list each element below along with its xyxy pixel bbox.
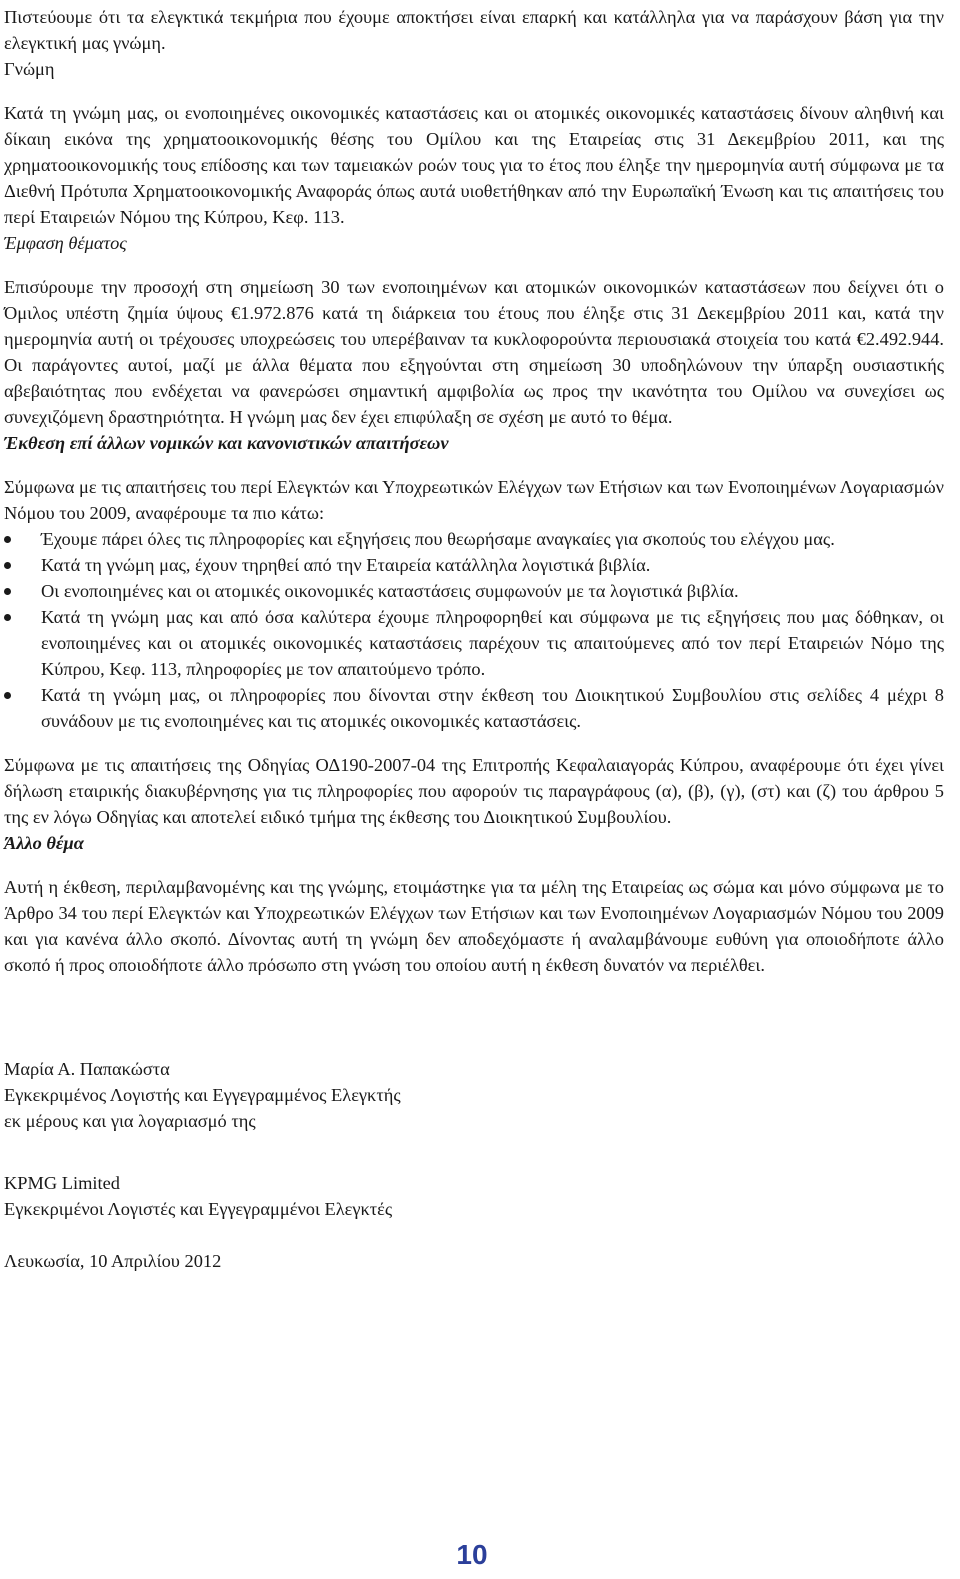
bullet-icon — [4, 614, 11, 621]
signatory-title: Εγκεκριμένος Λογιστής και Εγγεγραμμένος Ελεγκτής — [4, 1085, 401, 1105]
bullet-icon — [4, 562, 11, 569]
intro-paragraph: Πιστεύουμε ότι τα ελεγκτικά τεκμήρια που έχουμε αποκτήσει είναι επαρκή και κατάλληλα για να παράσχουν βάση για την ελεγκτική μας γνώμη. — [4, 7, 944, 53]
bullet-text: Οι ενοποιημένες και οι ατομικές οικονομικές καταστάσεις συμφωνούν με τα λογιστικά βιβλία. — [41, 581, 739, 601]
other-matter-heading: Άλλο θέμα — [4, 833, 84, 853]
bullet-icon — [4, 692, 11, 699]
firm-title: Εγκεκριμένοι Λογιστές και Εγγεγραμμένοι Ελεγκτές — [4, 1199, 393, 1219]
place-date: Λευκωσία, 10 Απριλίου 2012 — [4, 1251, 222, 1271]
bullet-text: Κατά τη γνώμη μας, έχουν τηρηθεί από την Εταιρεία κατάλληλα λογιστικά βιβλία. — [41, 555, 651, 575]
directive-paragraph: Σύμφωνα με τις απαιτήσεις της Οδηγίας ΟΔ190-2007-04 της Επιτροπής Κεφαλαιαγοράς Κύπρου, αναφέρουμε ότι έχει γίνει δήλωση εταιρικής διακυβέρνησης για τις πληροφορίες που αφορούν τις παραγράφους (α), (β), (γ), (στ) και (ζ) του άρθρου 5 της εν λόγω Οδηγίας και αποτελεί ειδικό τμήμα της έκθεσης του Διοικητικού Συμβουλίου. — [4, 755, 944, 827]
emphasis-heading: Έμφαση θέματος — [4, 233, 127, 253]
list-item — [4, 682, 944, 734]
firm-name: KPMG Limited — [4, 1173, 120, 1193]
bullet-icon — [4, 588, 11, 595]
list-item — [4, 526, 944, 552]
bullet-text: Κατά τη γνώμη μας, οι πληροφορίες που δίνονται στην έκθεση του Διοικητικού Συμβουλίου στις σελίδες 4 μέχρι 8 συνάδουν με τις ενοποιημένες και τις ατομικές οικονομικές καταστάσεις. — [41, 685, 944, 731]
legal-intro-paragraph: Σύμφωνα με τις απαιτήσεις του περί Ελεγκτών και Υποχρεωτικών Ελέγχων των Ετήσιων και των Ενοποιημένων Λογαριασμών Νόμου του 2009, αναφέρουμε τα πιο κάτω: — [4, 477, 944, 523]
other-matter-paragraph: Αυτή η έκθεση, περιλαμβανομένης και της γνώμης, ετοιμάστηκε για τα μέλη της Εταιρείας ως σώμα και μόνο σύμφωνα με το Άρθρο 34 του περί Ελεγκτών και Υποχρεωτικών Ελέγχων των Ετήσιων και των Ενοποιημένων Λογαριασμών Νόμου του 2009 και για κανένα άλλο σκοπό. Δίνοντας αυτή τη γνώμη δεν αποδεχόμαστε ή αναλαμβάνουμε ευθύνη για οποιοδήποτε άλλο σκοπό ή προς οποιοδήποτε άλλο πρόσωπο στη γνώση του οποίου αυτή η έκθεση δυνατόν να περιέλθει. — [4, 877, 944, 975]
opinion-heading: Γνώμη — [4, 59, 55, 79]
list-item — [4, 552, 944, 578]
legal-heading: Έκθεση επί άλλων νομικών και κανονιστικών απαιτήσεων — [4, 433, 449, 453]
bullet-icon — [4, 536, 11, 543]
bullet-text: Έχουμε πάρει όλες τις πληροφορίες και εξηγήσεις που θεωρήσαμε αναγκαίες για σκοπούς του ελέγχου μας. — [41, 529, 835, 549]
page-number: 10 — [456, 1539, 488, 1570]
signatory-on-behalf: εκ μέρους και για λογαριασμό της — [4, 1111, 256, 1131]
opinion-paragraph: Κατά τη γνώμη μας, οι ενοποιημένες οικονομικές καταστάσεις και οι ατομικές οικονομικές καταστάσεις δίνουν αληθινή και δίκαιη εικόνα της χρηματοοικονομικής θέσης του Ομίλου και της Εταιρείας στις 31 Δεκεμβρίου 2011, και της χρηματοοικονομικής τους επίδοσης και των ταμειακών ροών τους για το έτος που έληξε την ημερομηνία αυτή σύμφωνα με τα Διεθνή Πρότυπα Χρηματοοικονομικής Αναφοράς όπως αυτά υιοθετήθηκαν από την Ευρωπαϊκή Ένωση και τις απαιτήσεις του περί Εταιρειών Νόμου της Κύπρου, Κεφ. 113. — [4, 103, 944, 227]
list-item — [4, 604, 944, 682]
list-item — [4, 578, 944, 604]
document-page — [4, 4, 944, 1274]
signatory-name: Μαρία Α. Παπακώστα — [4, 1059, 170, 1079]
bullet-text: Κατά τη γνώμη μας και από όσα καλύτερα έχουμε πληροφορηθεί και σύμφωνα με τις εξηγήσεις που μας δόθηκαν, οι ενοποιημένες και οι ατομικές οικονομικές καταστάσεις παρέχουν τις απαιτούμενες από τον περί Εταιρειών Νόμο της Κύπρου, Κεφ. 113, πληροφορίες με τον απαιτούμενο τρόπο. — [41, 607, 944, 679]
legal-bullet-list — [4, 526, 944, 734]
signature-block — [4, 1056, 944, 1274]
emphasis-paragraph: Επισύρουμε την προσοχή στη σημείωση 30 των ενοποιημένων και ατομικών οικονομικών καταστάσεων που δείχνει ότι ο Όμιλος υπέστη ζημία ύψους €1.972.876 κατά τη διάρκεια του έτους που έληξε στις 31 Δεκεμβρίου 2011 και, κατά την ημερομηνία αυτή οι τρέχουσες υποχρεώσεις του υπερέβαιναν τα κυκλοφορούντα περιουσιακά στοιχεία του κατά €2.492.944. Οι παράγοντες αυτοί, μαζί με άλλα θέματα που εξηγούνται στη σημείωση 30 υποδηλώνουν την ύπαρξη ουσιαστικής αβεβαιότητας που ενδέχεται να φανερώσει σημαντική αμφιβολία ως προς την ικανότητα του Ομίλου να συνεχίσει ως συνεχιζόμενη δραστηριότητα. Η γνώμη μας δεν έχει επιφύλαξη σε σχέση με αυτό το θέμα. — [4, 277, 944, 427]
